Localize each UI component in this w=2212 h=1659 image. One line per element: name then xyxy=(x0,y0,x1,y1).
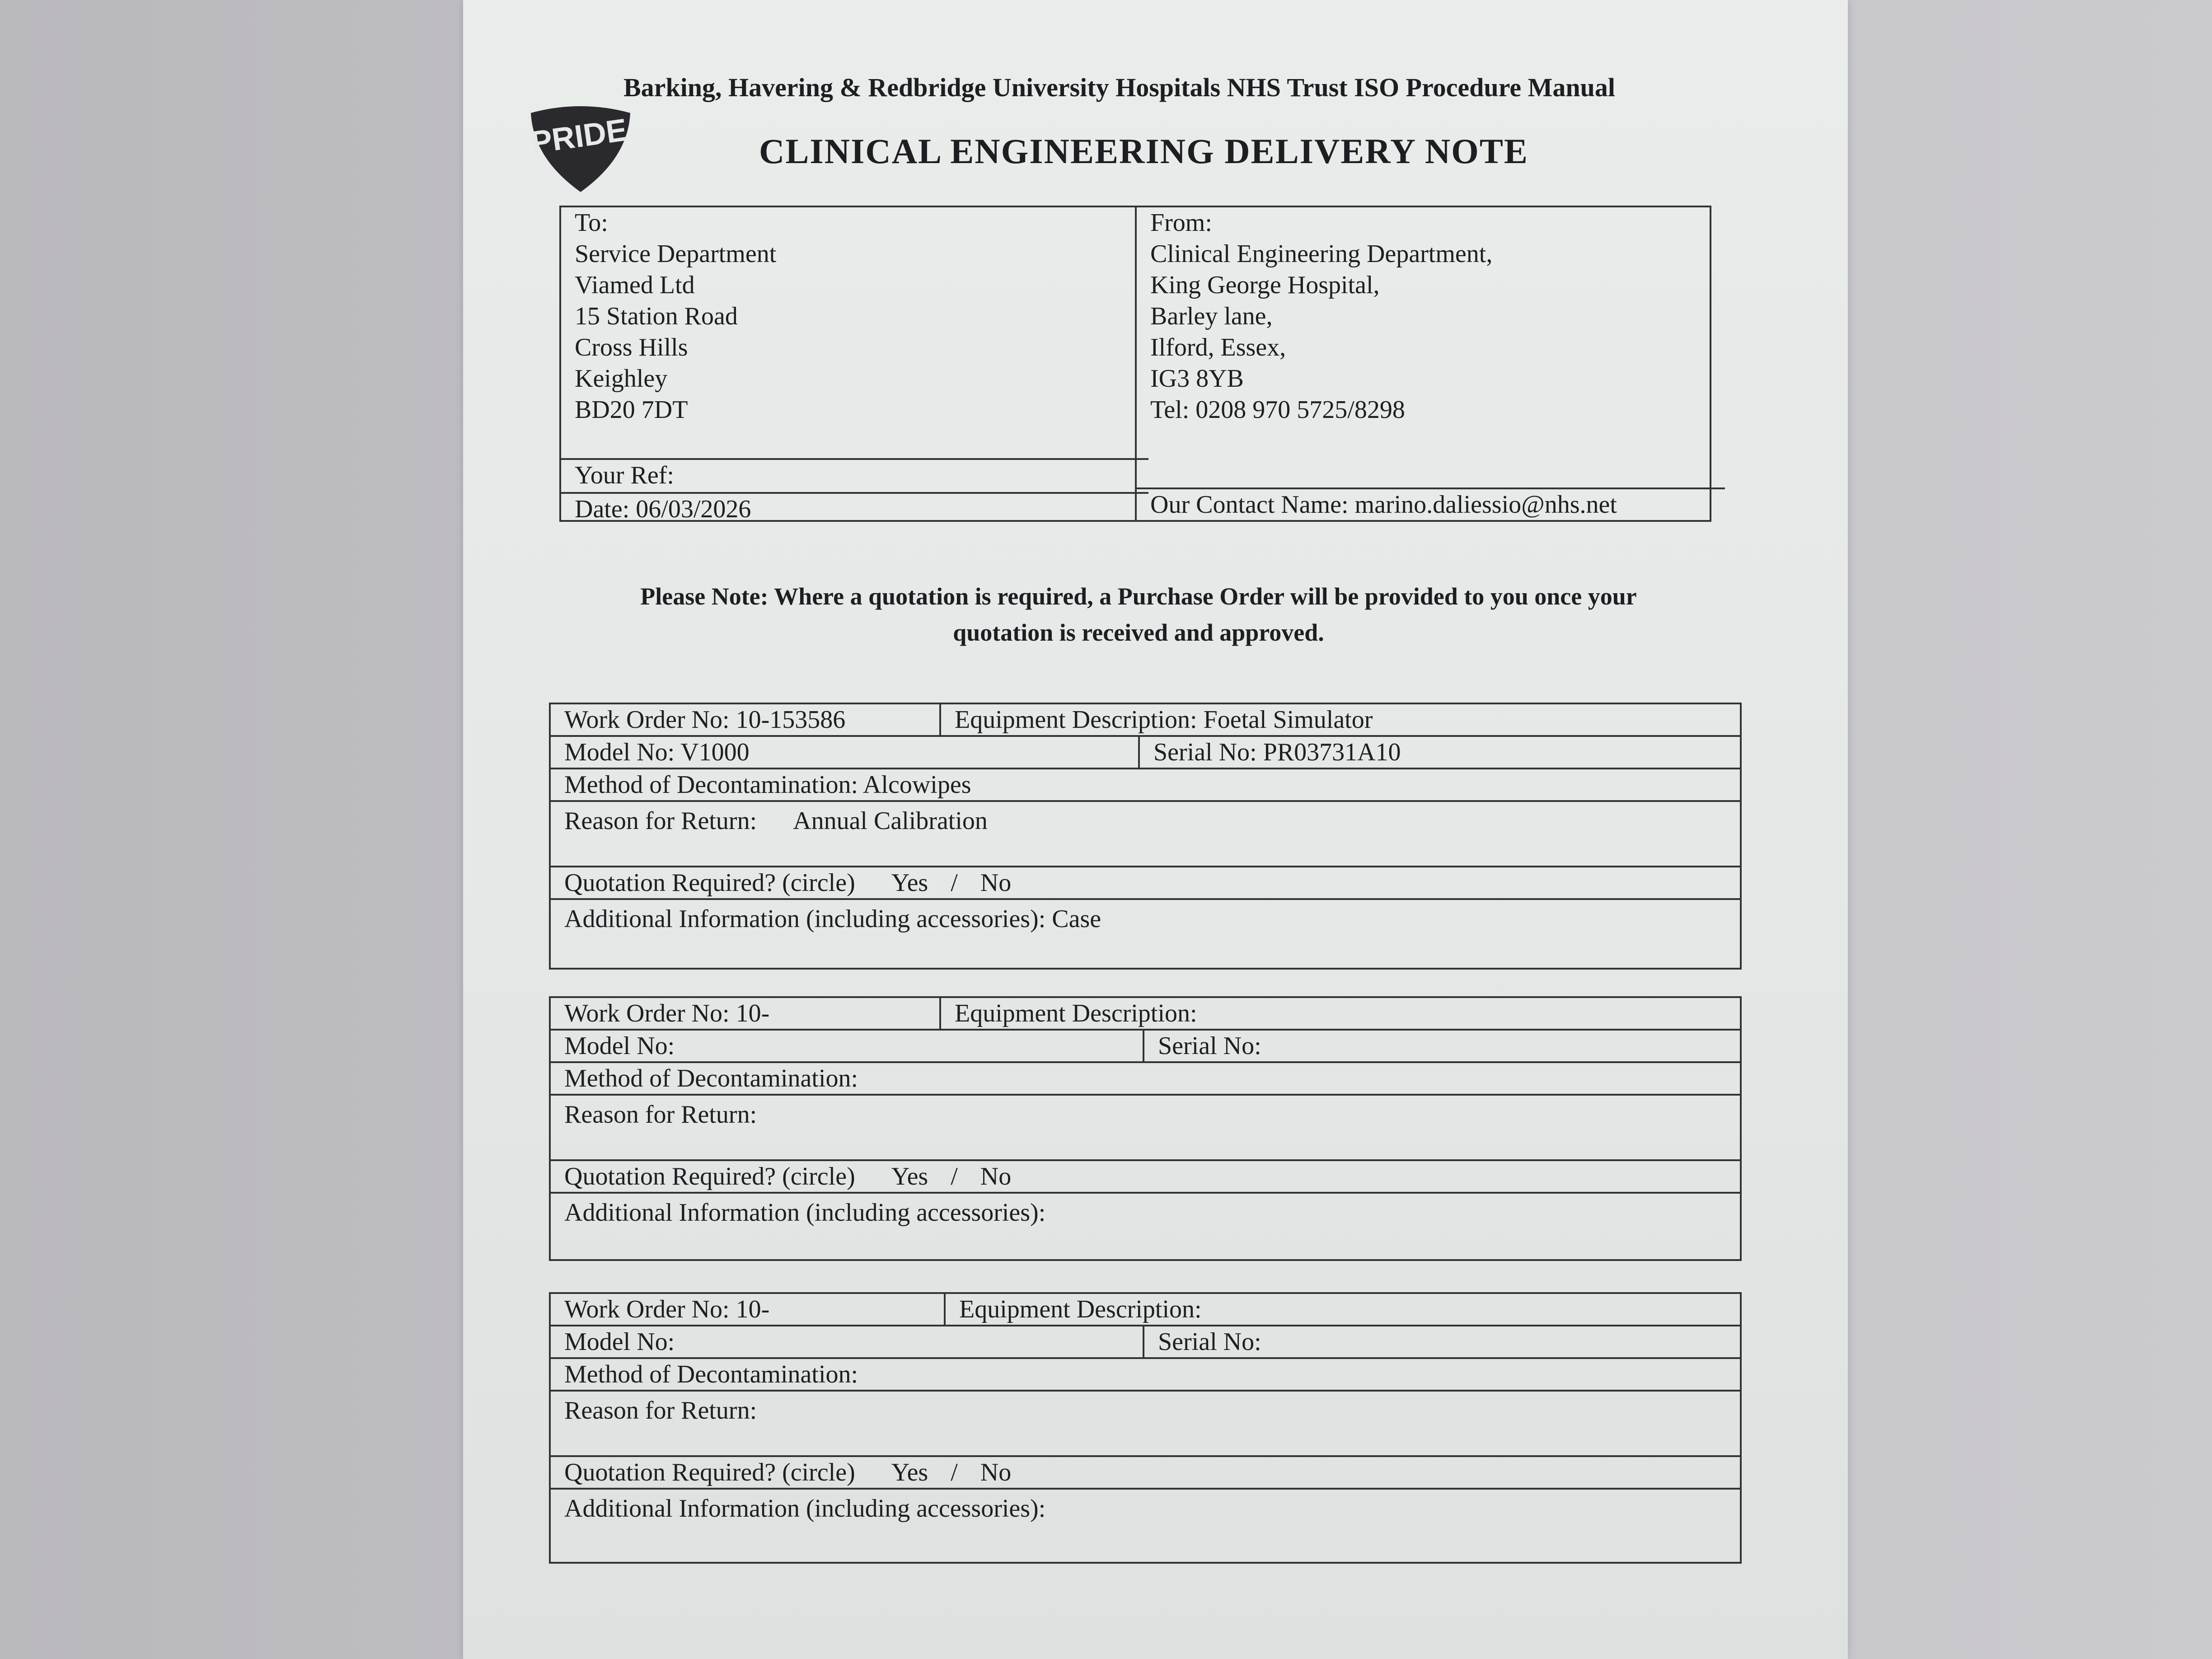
no-option: No xyxy=(980,1162,1012,1190)
to-line: Service Department xyxy=(575,240,777,268)
date-field: Date: 06/03/2026 xyxy=(561,492,1148,522)
to-address xyxy=(561,207,1135,458)
quotation-label: Quotation Required? (circle) xyxy=(564,869,855,897)
reason-value: Annual Calibration xyxy=(793,807,988,835)
decontamination-method: Method of Decontamination: xyxy=(564,1360,858,1388)
work-order-number: Work Order No: 10-153586 xyxy=(564,706,846,734)
equipment-description: Equipment Description: xyxy=(939,998,1740,1029)
yes-option: Yes xyxy=(891,869,928,897)
reason-for-return xyxy=(551,802,1740,866)
to-line: To: xyxy=(575,209,608,237)
reason-label: Reason for Return: xyxy=(564,1397,757,1425)
additional-information: Additional Information (including accessories): xyxy=(564,1495,1046,1523)
serial-number: Serial No: PR03731A10 xyxy=(1138,737,1740,768)
from-line: IG3 8YB xyxy=(1150,365,1244,393)
reason-for-return xyxy=(551,1096,1740,1159)
equipment-description: Equipment Description: Foetal Simulator xyxy=(939,704,1740,735)
quotation-note xyxy=(574,578,1703,651)
quotation-label: Quotation Required? (circle) xyxy=(564,1458,855,1486)
quotation-required xyxy=(551,1161,1740,1192)
quotation-required xyxy=(551,867,1740,898)
from-line: Barley lane, xyxy=(1150,302,1273,330)
additional-information: Additional Information (including accessories): Case xyxy=(564,905,1101,933)
to-line: 15 Station Road xyxy=(575,302,738,330)
pride-logo xyxy=(524,104,637,194)
work-order-block xyxy=(549,1292,1742,1564)
option-separator: / xyxy=(951,1458,958,1486)
logo-text: PRIDE xyxy=(529,112,630,160)
yes-option: Yes xyxy=(891,1458,928,1486)
option-separator: / xyxy=(951,869,958,897)
from-line: Clinical Engineering Department, xyxy=(1150,240,1493,268)
from-address xyxy=(1135,207,1711,487)
to-line: Cross Hills xyxy=(575,333,688,361)
work-order-block xyxy=(549,703,1742,970)
model-number: Model No: V1000 xyxy=(564,738,750,766)
decontamination-method: Method of Decontamination: Alcowipes xyxy=(564,771,971,799)
serial-number: Serial No: xyxy=(1143,1326,1740,1357)
organisation-header: Barking, Havering & Redbridge University Hospitals NHS Trust ISO Procedure Manual xyxy=(623,73,1615,102)
work-order-number: Work Order No: 10- xyxy=(564,999,770,1027)
from-line: From: xyxy=(1150,209,1212,237)
from-line: Ilford, Essex, xyxy=(1150,333,1286,361)
to-line: BD20 7DT xyxy=(575,396,688,424)
from-line: Tel: 0208 970 5725/8298 xyxy=(1150,396,1405,424)
your-ref-field: Your Ref: xyxy=(561,458,1148,494)
option-separator: / xyxy=(951,1162,958,1190)
decontamination-method: Method of Decontamination: xyxy=(564,1064,858,1092)
no-option: No xyxy=(980,869,1012,897)
note-line: quotation is received and approved. xyxy=(953,619,1324,646)
address-table xyxy=(559,206,1711,522)
model-number: Model No: xyxy=(564,1032,675,1060)
from-line: King George Hospital, xyxy=(1150,271,1380,299)
to-line: Viamed Ltd xyxy=(575,271,695,299)
quotation-required xyxy=(551,1457,1740,1488)
reason-label: Reason for Return: xyxy=(564,1101,757,1129)
additional-information: Additional Information (including accessories): xyxy=(564,1199,1046,1227)
model-number: Model No: xyxy=(564,1328,675,1356)
reason-label: Reason for Return: xyxy=(564,807,757,835)
yes-option: Yes xyxy=(891,1162,928,1190)
quotation-label: Quotation Required? (circle) xyxy=(564,1162,855,1190)
serial-number: Serial No: xyxy=(1143,1031,1740,1061)
document-title: CLINICAL ENGINEERING DELIVERY NOTE xyxy=(759,131,1528,171)
no-option: No xyxy=(980,1458,1012,1486)
contact-field: Our Contact Name: marino.daliessio@nhs.net xyxy=(1135,487,1725,522)
note-line: Please Note: Where a quotation is required, a Purchase Order will be provided to you once your xyxy=(640,583,1637,610)
work-order-block xyxy=(549,996,1742,1261)
reason-for-return xyxy=(551,1392,1740,1455)
to-line: Keighley xyxy=(575,365,668,393)
equipment-description: Equipment Description: xyxy=(944,1294,1740,1325)
work-order-number: Work Order No: 10- xyxy=(564,1295,770,1323)
